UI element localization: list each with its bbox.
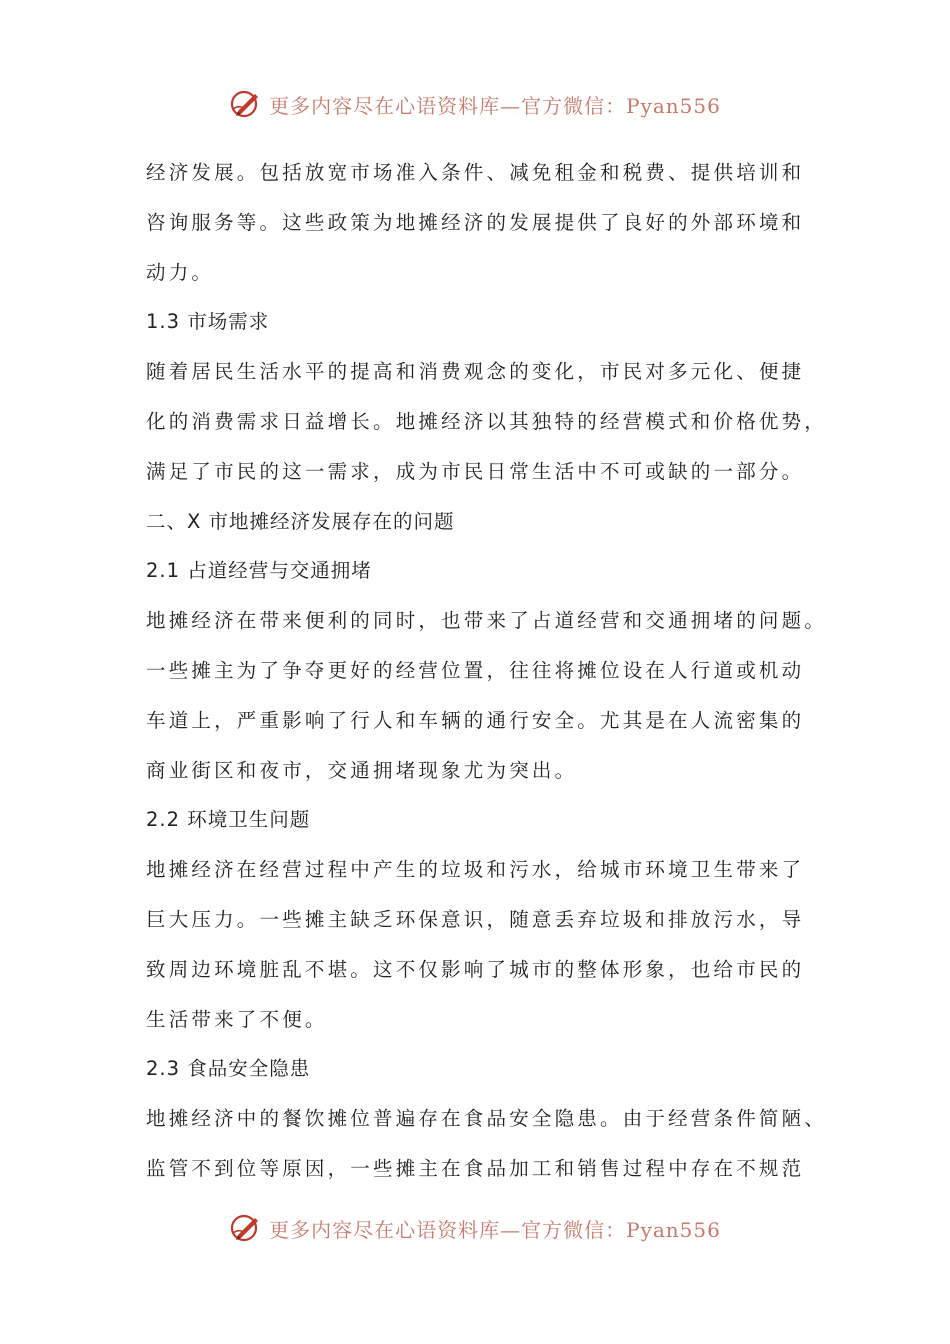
body-line: 监管不到位等原因，一些摊主在食品加工和销售过程中存在不规范	[146, 1156, 805, 1180]
body-line: 随着居民生活水平的提高和消费观念的变化，市民对多元化、便捷	[146, 360, 805, 384]
footer-text: 更多内容尽在心语资料库—官方微信：Pyan556	[269, 1217, 721, 1242]
body-line: 经济发展。包括放宽市场准入条件、减免租金和税费、提供培训和	[146, 161, 805, 184]
body-line: 车道上，严重影响了行人和车辆的通行安全。尤其是在人流密集的	[146, 708, 805, 732]
section-heading: 1.3 市场需求	[146, 310, 270, 334]
section-heading: 2.3 食品安全隐患	[146, 1057, 311, 1081]
body-line: 致周边环境脏乱不堪。这不仅影响了城市的整体形象，也给市民的	[146, 957, 805, 981]
body-line: 动力。	[146, 260, 215, 284]
section-heading: 2.2 环境卫生问题	[146, 808, 311, 832]
body-line: 地摊经济中的餐饮摊位普遍存在食品安全隐患。由于经营条件简陋、	[146, 1107, 828, 1131]
header-banner	[0, 84, 950, 124]
pen-seal-logo-icon	[229, 1211, 263, 1245]
body-line: 地摊经济在经营过程中产生的垃圾和污水，给城市环境卫生带来了	[146, 858, 805, 882]
body-line: 地摊经济在带来便利的同时，也带来了占道经营和交通拥堵的问题。	[146, 609, 828, 633]
body-line: 商业街区和夜市，交通拥堵现象尤为突出。	[146, 758, 578, 782]
body-line: 一些摊主为了争夺更好的经营位置，往往将摊位设在人行道或机动	[146, 658, 805, 682]
pen-seal-logo-icon	[229, 87, 263, 121]
section-heading: 2.1 占道经营与交通拥堵	[146, 559, 372, 583]
body-line: 咨询服务等。这些政策为地摊经济的发展提供了良好的外部环境和	[146, 210, 805, 234]
body-line: 生活带来了不便。	[146, 1007, 328, 1031]
body-line: 满足了市民的这一需求，成为市民日常生活中不可或缺的一部分。	[146, 459, 805, 483]
footer-banner	[0, 1208, 950, 1248]
document-body	[146, 148, 828, 1194]
chapter-heading: 二、X 市地摊经济发展存在的问题	[146, 509, 455, 533]
body-line: 巨大压力。一些摊主缺乏环保意识，随意丢弃垃圾和排放污水，导	[146, 907, 805, 931]
body-line: 化的消费需求日益增长。地摊经济以其独特的经营模式和价格优势，	[146, 409, 828, 433]
header-text: 更多内容尽在心语资料库—官方微信：Pyan556	[269, 93, 721, 118]
